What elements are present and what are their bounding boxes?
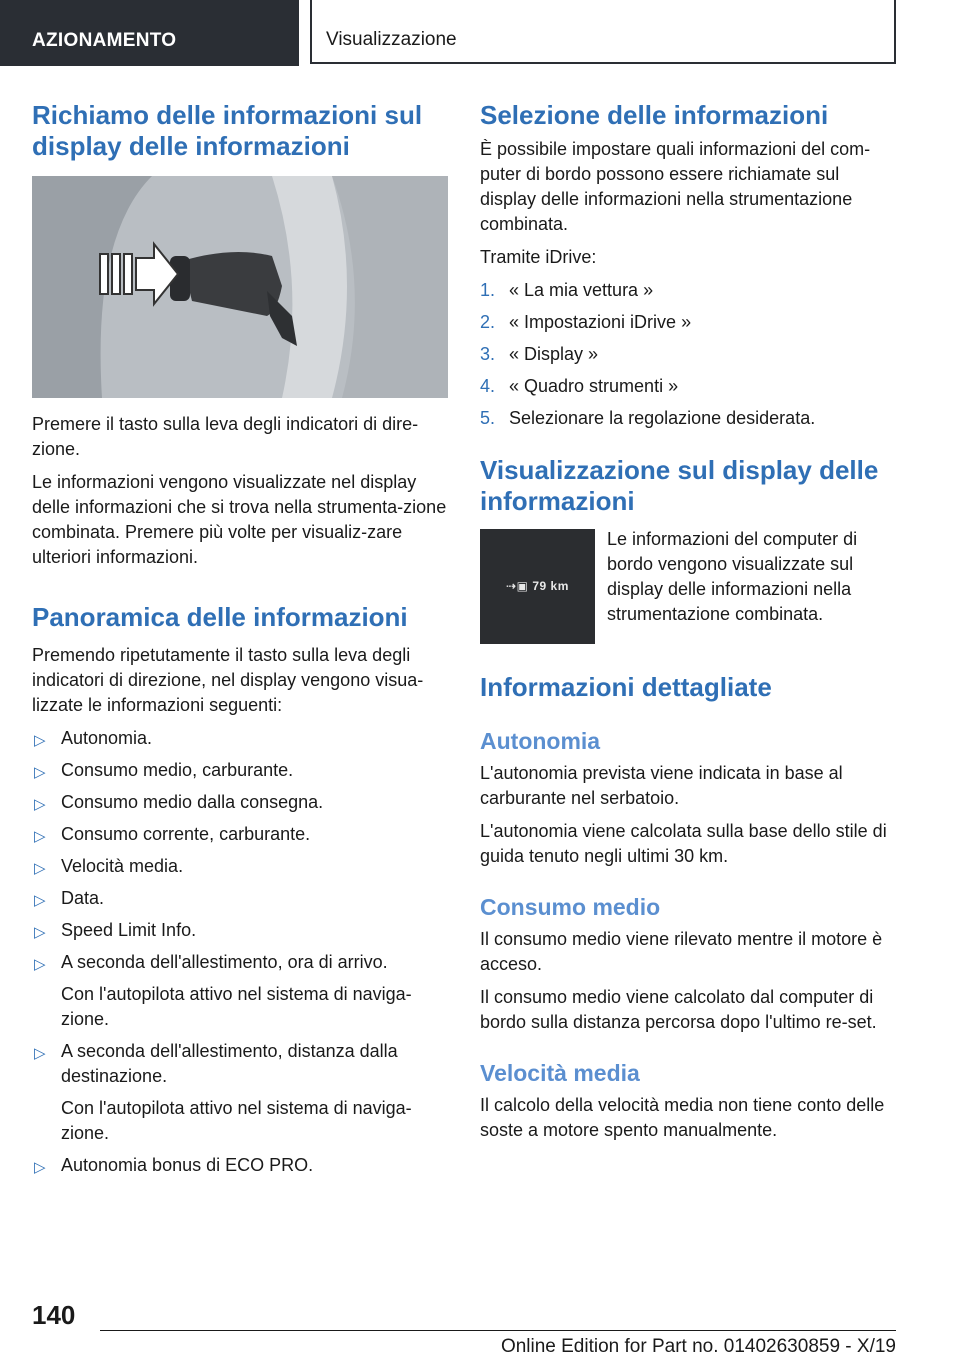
list-item: ▷ Data.: [32, 886, 448, 911]
list-item: ▷ Consumo corrente, carburante.: [32, 822, 448, 847]
list-item: ▷ Consumo medio dalla consegna.: [32, 790, 448, 815]
paragraph-consumo-1: Il consumo medio viene rilevato mentre il motore è acceso.: [480, 929, 883, 974]
triangle-bullet-icon: ▷: [34, 924, 46, 941]
list-item: ▷ Consumo medio, carburante.: [32, 758, 448, 783]
triangle-bullet-icon: ▷: [34, 764, 46, 781]
paragraph-display-text: Le informazioni del computer di bordo vengono visualizzate sul display delle informazioni nella strumentazione combinata.: [607, 529, 858, 624]
section-title-select: Selezione delle informazioni: [480, 100, 829, 130]
chapter-tab: Visualizzazione: [310, 0, 896, 64]
triangle-bullet-icon: ▷: [34, 892, 46, 909]
info-list: [32, 726, 448, 1178]
section-title-recall: Richiamo delle informazioni sul display delle informazioni: [32, 100, 423, 161]
range-readout: ⇢▣ 79 km: [506, 579, 569, 593]
section-title-details: Informazioni dettagliate: [480, 672, 772, 702]
paragraph-overview-intro: Premendo ripetutamente il tasto sulla leva degli indicatori di direzione, nel display vengono visua-lizzate le informazioni seguenti:: [32, 645, 424, 715]
list-item: ▷ A seconda dell'allestimento, distanza dalla destinazione. Con l'autopilota attivo nel sistema di naviga-zione.: [32, 1039, 448, 1146]
list-item: ▷ A seconda dell'allestimento, ora di arrivo. Con l'autopilota attivo nel sistema di naviga-zione.: [32, 950, 448, 1032]
paragraph-autonomia-2: L'autonomia viene calcolata sulla base dello stile di guida tenuto negli ultimi 30 km.: [480, 821, 887, 866]
paragraph-press-button: Premere il tasto sulla leva degli indicatori di dire-zione.: [32, 414, 419, 459]
triangle-bullet-icon: ▷: [34, 1045, 46, 1062]
paragraph-info-displayed: Le informazioni vengono visualizzate nel display delle informazioni che si trova nella strumenta-zione combinata. Premere più volte per visualiz-zare ulteriori informazioni.: [32, 472, 447, 567]
list-item-note: Con l'autopilota attivo nel sistema di naviga-zione.: [61, 1098, 412, 1143]
paragraph-consumo-2: Il consumo medio viene calcolato dal computer di bordo sulla distanza percorsa dopo l'ultimo re-set.: [480, 987, 877, 1032]
paragraph-autonomia-1: L'autonomia prevista viene indicata in base al carburante nel serbatoio.: [480, 763, 843, 808]
section-title-overview: Panoramica delle informazioni: [32, 602, 408, 632]
page-number: 140: [32, 1300, 76, 1330]
list-item: ▷ Autonomia bonus di ECO PRO.: [32, 1153, 448, 1178]
right-column: [480, 100, 896, 1151]
step-item: 4. « Quadro strumenti »: [480, 376, 679, 396]
triangle-bullet-icon: ▷: [34, 796, 46, 813]
range-display-illustration: [480, 529, 595, 644]
fuel-pump-icon: ⇢▣: [506, 579, 533, 593]
paragraph-select-text: È possibile impostare quali informazioni del com-puter di bordo possono essere richiamate sul display delle informazioni nella strumentazione combinata.: [480, 139, 871, 234]
list-item: ▷ Autonomia.: [32, 726, 448, 751]
section-tab: AZIONAMENTO: [0, 0, 299, 66]
step-item: 3. « Display »: [480, 344, 599, 364]
list-item: ▷ Speed Limit Info.: [32, 918, 448, 943]
footer-rule: [100, 1330, 896, 1331]
list-item: ▷ Velocità media.: [32, 854, 448, 879]
lever-drawing: [32, 176, 448, 398]
step-item: 1. « La mia vettura »: [480, 280, 654, 300]
idrive-steps: [480, 278, 896, 431]
step-item: 2. « Impostazioni iDrive »: [480, 312, 692, 332]
idrive-label: Tramite iDrive:: [480, 247, 597, 267]
display-row: [480, 527, 896, 644]
turn-signal-lever-illustration: [32, 176, 448, 398]
triangle-bullet-icon: ▷: [34, 956, 46, 973]
triangle-bullet-icon: ▷: [34, 732, 46, 749]
triangle-bullet-icon: ▷: [34, 860, 46, 877]
triangle-bullet-icon: ▷: [34, 828, 46, 845]
subsection-title-velocita: Velocità media: [480, 1060, 640, 1086]
section-title-display: Visualizzazione sul display delle informazioni: [480, 455, 879, 516]
paragraph-velocita-1: Il calcolo della velocità media non tiene conto delle soste a motore spento manualmente.: [480, 1095, 885, 1140]
triangle-bullet-icon: ▷: [34, 1159, 46, 1176]
subsection-title-autonomia: Autonomia: [480, 728, 601, 754]
step-item: 5. Selezionare la regolazione desiderata.: [480, 408, 816, 428]
subsection-title-consumo: Consumo medio: [480, 894, 661, 920]
page-header: [0, 0, 960, 66]
left-column: [32, 100, 448, 1185]
list-item-note: Con l'autopilota attivo nel sistema di naviga-zione.: [61, 984, 412, 1029]
edition-note: Online Edition for Part no. 01402630859 - X/19: [500, 1336, 896, 1357]
